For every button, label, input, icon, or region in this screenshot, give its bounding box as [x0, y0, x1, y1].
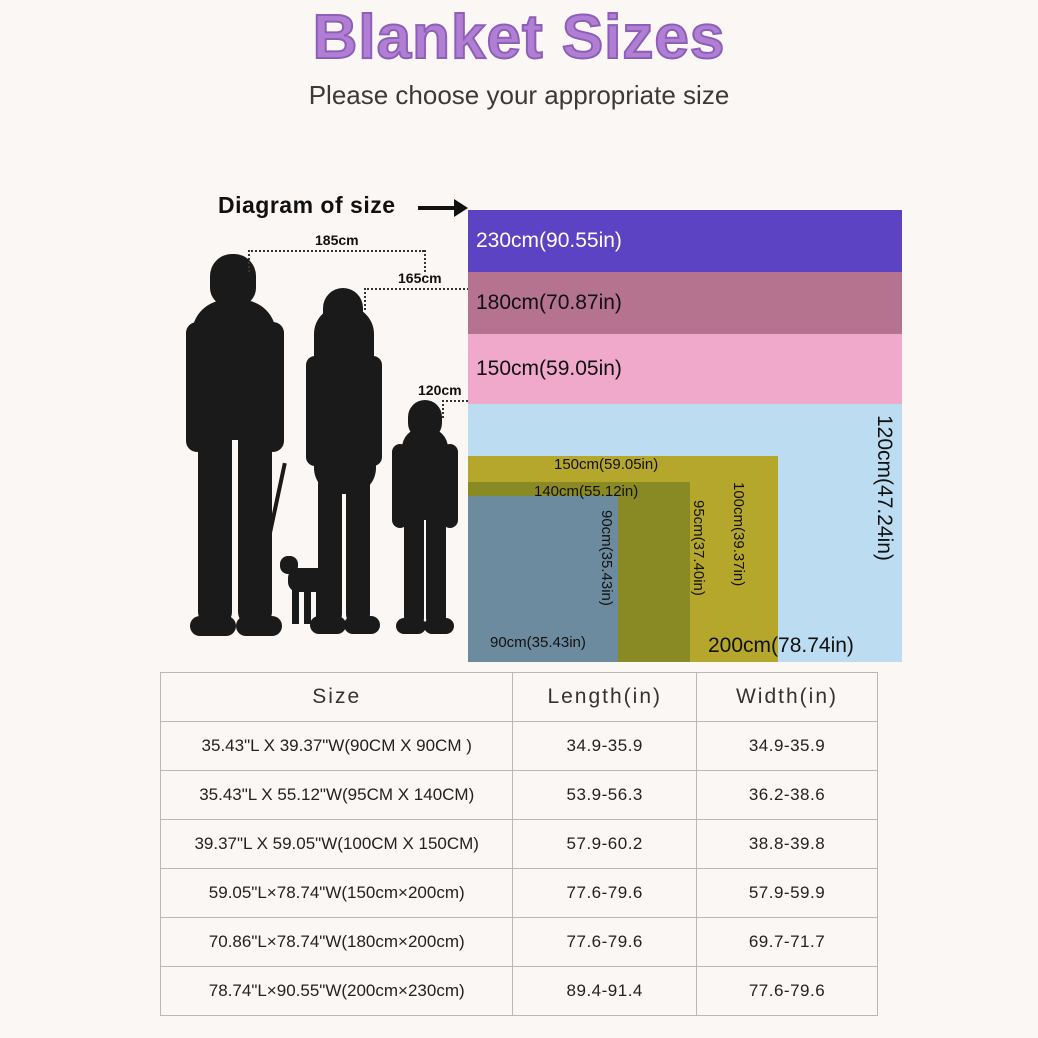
table-header-row: [161, 673, 878, 722]
label-width-150: 150cm(59.05in): [554, 456, 659, 473]
size-diagram-chart: [468, 210, 902, 662]
measure-label-165: 165cm: [398, 270, 442, 286]
right-arrow-icon: [418, 196, 468, 218]
band-230: [468, 210, 902, 272]
table-row: [161, 869, 878, 918]
label-height-95: 95cm(37.40in): [690, 500, 707, 596]
label-width-200: 200cm(78.74in): [708, 634, 854, 657]
cell-width: 36.2-38.6: [697, 771, 878, 820]
cell-length: 77.6-79.6: [513, 918, 697, 967]
band-150-label: 150cm(59.05in): [476, 357, 622, 380]
size-table: [160, 672, 878, 1016]
cell-size: 70.86"L×78.74"W(180cm×200cm): [161, 918, 513, 967]
cell-size: 35.43"L X 55.12"W(95CM X 140CM): [161, 771, 513, 820]
family-silhouettes: [180, 230, 480, 650]
band-230-label: 230cm(90.55in): [476, 229, 622, 252]
cell-width: 57.9-59.9: [697, 869, 878, 918]
table-row: [161, 820, 878, 869]
cell-length: 53.9-56.3: [513, 771, 697, 820]
cell-size: 35.43"L X 39.37"W(90CM X 90CM ): [161, 722, 513, 771]
column-header-size: Size: [161, 673, 513, 722]
label-height-120: 120cm(47.24in): [873, 415, 896, 561]
cell-size: 39.37"L X 59.05"W(100CM X 150CM): [161, 820, 513, 869]
band-180: [468, 272, 902, 334]
label-width-90: 90cm(35.43in): [490, 634, 586, 651]
table-row: [161, 771, 878, 820]
label-height-90: 90cm(35.43in): [598, 510, 615, 606]
cell-length: 57.9-60.2: [513, 820, 697, 869]
cell-width: 77.6-79.6: [697, 967, 878, 1016]
measure-line-165: [364, 288, 476, 290]
cell-length: 34.9-35.9: [513, 722, 697, 771]
page-subtitle: Please choose your appropriate size: [308, 80, 730, 110]
measure-line-185: [248, 250, 424, 252]
cell-length: 89.4-91.4: [513, 967, 697, 1016]
cell-width: 34.9-35.9: [697, 722, 878, 771]
cell-size: 59.05"L×78.74"W(150cm×200cm): [161, 869, 513, 918]
table-row: [161, 722, 878, 771]
cell-size: 78.74"L×90.55"W(200cm×230cm): [161, 967, 513, 1016]
label-width-140: 140cm(55.12in): [534, 483, 639, 500]
column-header-length: Length(in): [513, 673, 697, 722]
table-row: [161, 918, 878, 967]
measure-label-185: 185cm: [315, 232, 359, 248]
cell-width: 38.8-39.8: [697, 820, 878, 869]
label-height-100: 100cm(39.37in): [730, 482, 747, 587]
table-row: [161, 967, 878, 1016]
cell-length: 77.6-79.6: [513, 869, 697, 918]
band-180-label: 180cm(70.87in): [476, 291, 622, 314]
cell-width: 69.7-71.7: [697, 918, 878, 967]
column-header-width: Width(in): [697, 673, 878, 722]
measure-label-120: 120cm: [418, 382, 462, 398]
band-150: [468, 334, 902, 404]
diagram-label: Diagram of size: [218, 192, 396, 218]
page-title: Blanket Sizes: [312, 3, 726, 72]
